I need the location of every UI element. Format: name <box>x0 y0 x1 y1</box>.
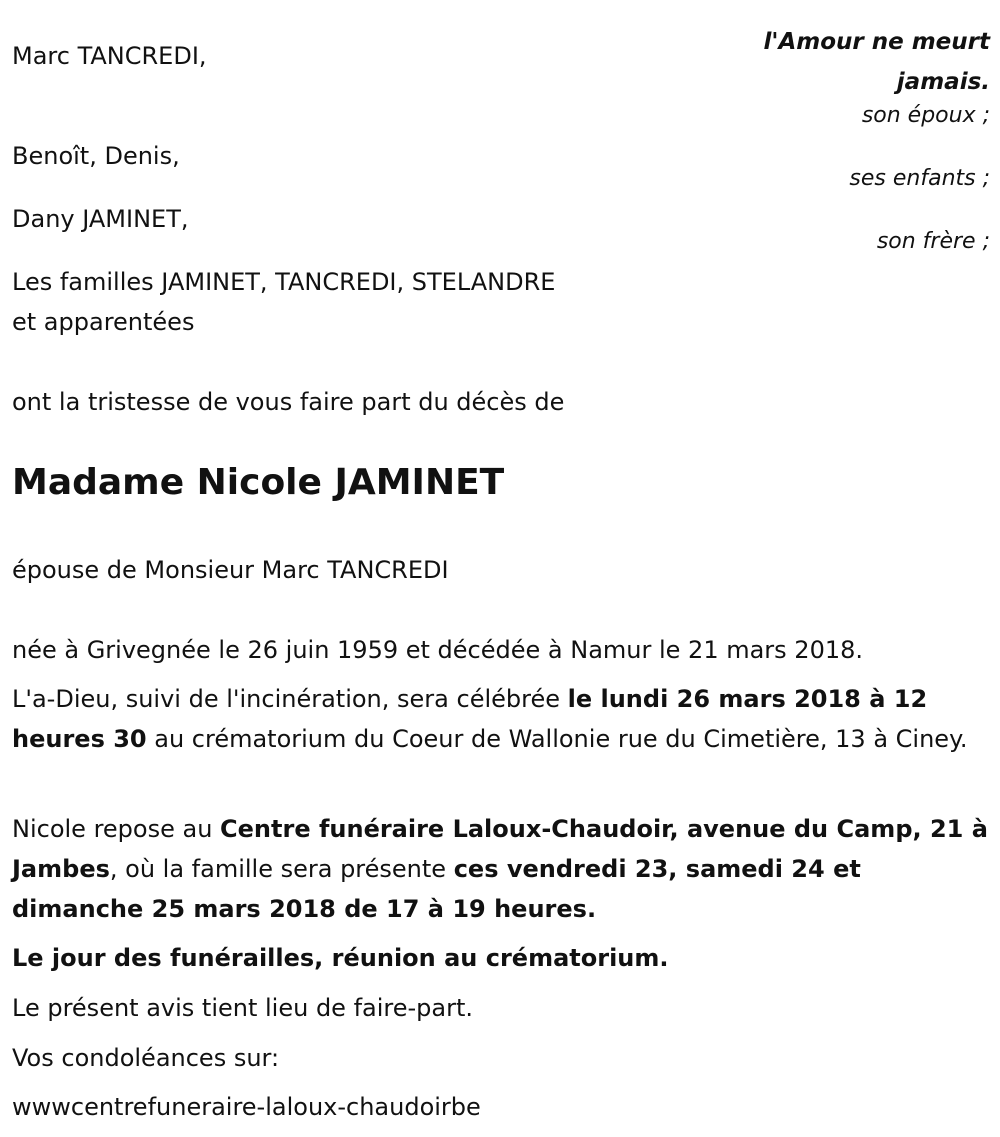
condolences-url: wwwcentrefuneraire-laloux-chaudoirbe <box>12 1093 481 1121</box>
family-name-spouse: Marc TANCREDI, <box>12 42 207 70</box>
ceremony-date: le lundi 26 mars 2018 à 12 heures 30 <box>12 685 928 753</box>
visitation-place: Centre funéraire Laloux-Chaudoir, avenue du Camp, 21 à Jambes <box>12 815 988 883</box>
family-name-brother: Dany JAMINET, <box>12 205 189 233</box>
families-line-2: et apparentées <box>12 308 195 336</box>
spouse-line: épouse de Monsieur Marc TANCREDI <box>12 556 449 584</box>
ceremony-paragraph <box>12 679 992 759</box>
family-name-children: Benoît, Denis, <box>12 142 180 170</box>
visitation-text: Nicole repose au <box>12 815 221 843</box>
visitation-text-2: , où la famille sera présente <box>109 855 454 883</box>
ceremony-text: L'a-Dieu, suivi de l'incinération, sera célébrée <box>12 685 568 713</box>
meeting-text: Le jour des funérailles, réunion au crématorium. <box>12 944 669 972</box>
motto: l'Amour ne meurt jamais. <box>763 29 990 95</box>
notice-line: Le présent avis tient lieu de faire-part. <box>12 994 474 1022</box>
deceased-name: Madame Nicole JAMINET <box>12 462 505 503</box>
relation-children: ses enfants ; <box>849 166 990 191</box>
families-line-1: Les familles JAMINET, TANCREDI, STELANDRE <box>12 268 556 296</box>
meeting-line <box>12 938 992 978</box>
relation-brother: son frère ; <box>876 229 990 254</box>
birth-death-dates: née à Grivegnée le 26 juin 1959 et décédée à Namur le 21 mars 2018. <box>12 636 864 664</box>
announcement: ont la tristesse de vous faire part du décès de <box>12 388 565 416</box>
visitation-dates: ces vendredi 23, samedi 24 et dimanche 25 mars 2018 de 17 à 19 heures. <box>12 855 861 923</box>
condolences-label: Vos condoléances sur: <box>12 1044 280 1072</box>
relation-spouse: son époux ; <box>861 103 990 128</box>
visitation-paragraph <box>12 809 992 929</box>
ceremony-location: au crématorium du Coeur de Wallonie rue du Cimetière, 13 à Ciney. <box>146 725 968 753</box>
